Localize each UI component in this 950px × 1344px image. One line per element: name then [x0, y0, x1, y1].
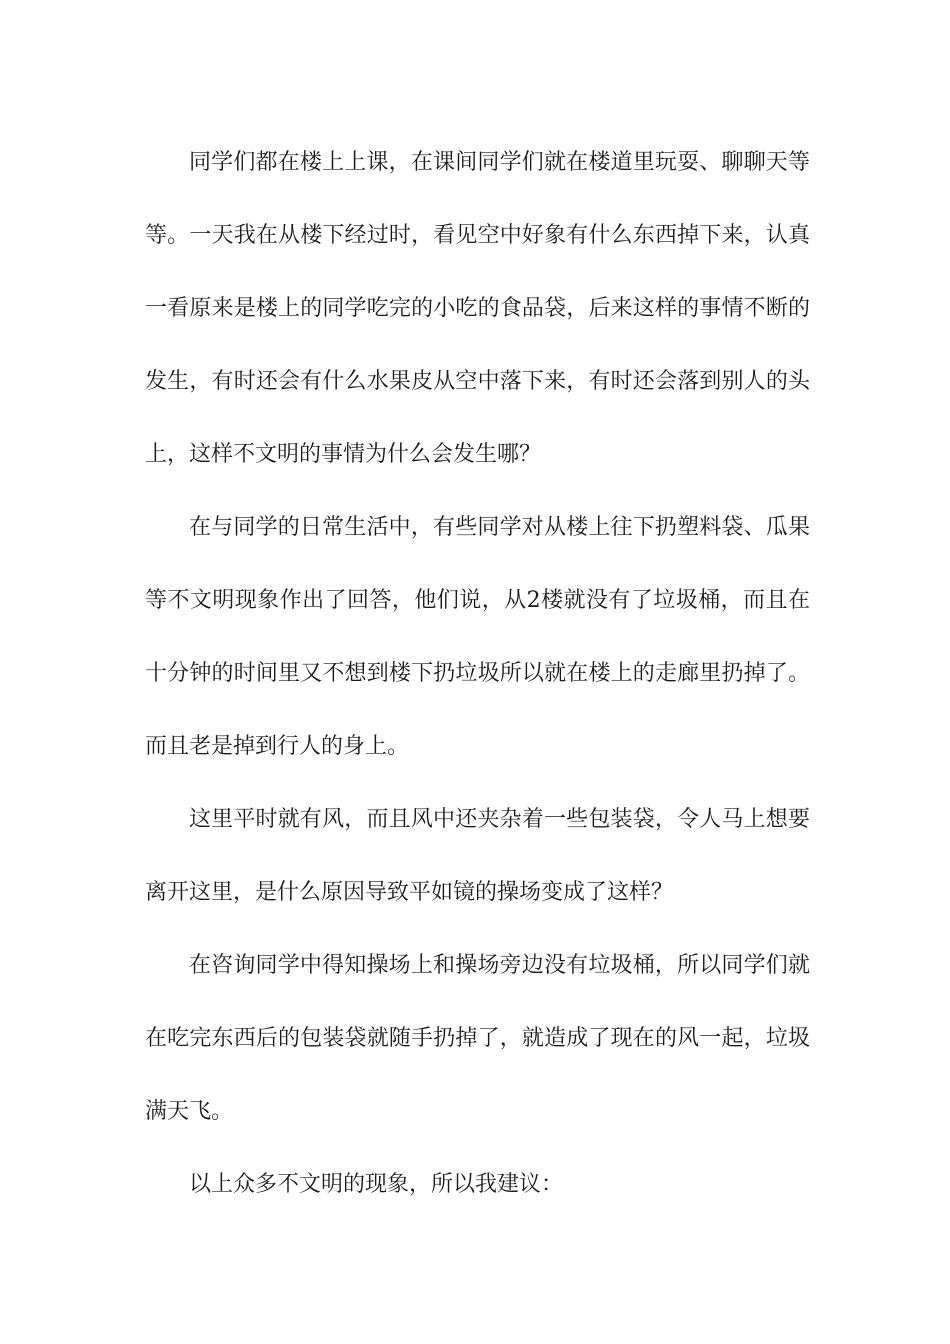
paragraph-2: 在与同学的日常生活中，有些同学对从楼上往下扔塑料袋、瓜果等不文明现象作出了回答，他们说，从2楼就没有了垃圾桶，而且在十分钟的时间里又不想到楼下扔垃圾所以就在楼上的走廊里扔掉了。而且老是掉到行人的身上。	[145, 515, 810, 759]
paragraph-4: 在咨询同学中得知操场上和操场旁边没有垃圾桶，所以同学们就在吃完东西后的包装袋就随手扔掉了，就造成了现在的风一起，垃圾满天飞。	[145, 953, 810, 1124]
paragraph-5: 以上众多不文明的现象，所以我建议：	[189, 1172, 564, 1197]
paragraph-1: 同学们都在楼上上课，在课间同学们就在楼道里玩耍、聊聊天等等。一天我在从楼下经过时，看见空中好象有什么东西掉下来，认真一看原来是楼上的同学吃完的小吃的食品袋，后来这样的事情不断的发生，有时还会有什么水果皮从空中落下来，有时还会落到别人的头上，这样不文明的事情为什么会发生哪？	[145, 150, 810, 467]
document-body	[145, 126, 810, 1221]
paragraph-3: 这里平时就有风，而且风中还夹杂着一些包装袋，令人马上想要离开这里，是什么原因导致平如镜的操场变成了这样？	[145, 807, 810, 905]
